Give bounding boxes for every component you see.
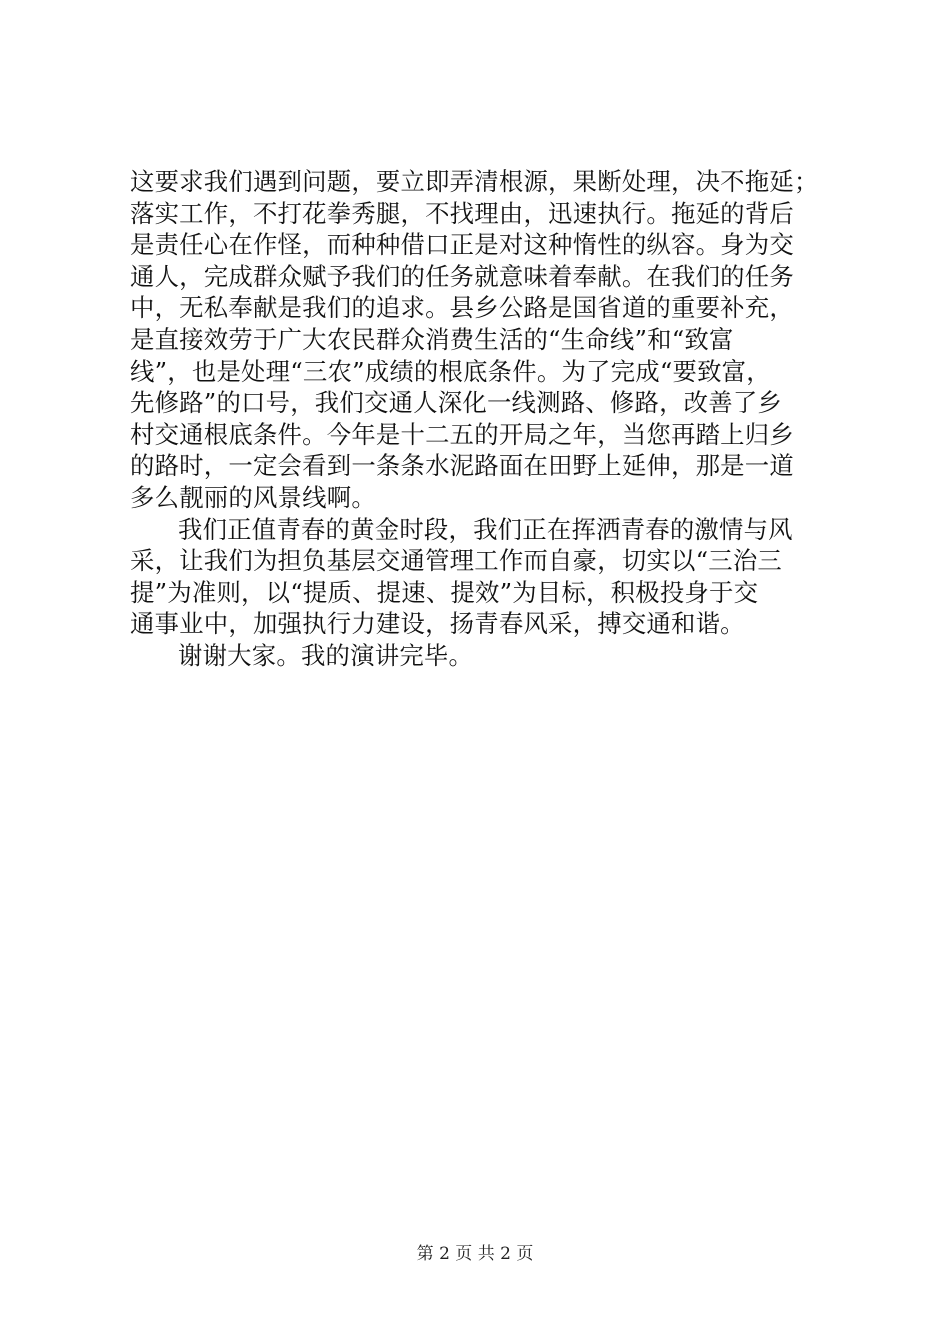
closing-line: 谢谢大家。我的演讲完毕。 [178, 640, 474, 670]
text-line: 这要求我们遇到问题，要立即弄清根源，果断处理，决不拖延； [130, 167, 819, 196]
text-line: 采，让我们为担负基层交通管理工作而自豪，切实以“三治三 [130, 546, 783, 576]
text-line: 是直接效劳于广大农民群众消费生活的“生命线”和“致富 [130, 324, 734, 354]
text-line: 提”为准则，以“提质、提速、提效”为目标，积极投身于交 [130, 577, 759, 607]
paragraph-start-line: 我们正值青春的黄金时段，我们正在挥洒青春的激情与风 [178, 514, 793, 544]
text-line: 通事业中，加强执行力建设，扬青春风采，搏交通和谐。 [130, 609, 745, 639]
text-line: 是责任心在作怪，而种种借口正是对这种惰性的纵容。身为交 [130, 230, 794, 260]
text-line: 落实工作，不打花拳秀腿，不找理由，迅速执行。拖延的背后 [130, 198, 794, 228]
text-line: 线”，也是处理“三农”成绩的根底条件。为了完成“要致富， [130, 356, 771, 386]
page-number-footer: 第 2 页 共 2 页 [416, 1244, 534, 1264]
text-line: 先修路”的口号，我们交通人深化一线测路、修路，改善了乡 [130, 388, 783, 418]
text-line: 通人，完成群众赋予我们的任务就意味着奉献。在我们的任务 [130, 261, 794, 291]
document-body [130, 166, 830, 672]
text-line: 多么靓丽的风景线啊。 [130, 482, 376, 512]
text-line: 的路时，一定会看到一条条水泥路面在田野上延伸，那是一道 [130, 451, 794, 481]
text-line: 村交通根底条件。今年是十二五的开局之年，当您再踏上归乡 [130, 419, 794, 449]
text-line: 中，无私奉献是我们的追求。县乡公路是国省道的重要补充， [130, 293, 794, 323]
